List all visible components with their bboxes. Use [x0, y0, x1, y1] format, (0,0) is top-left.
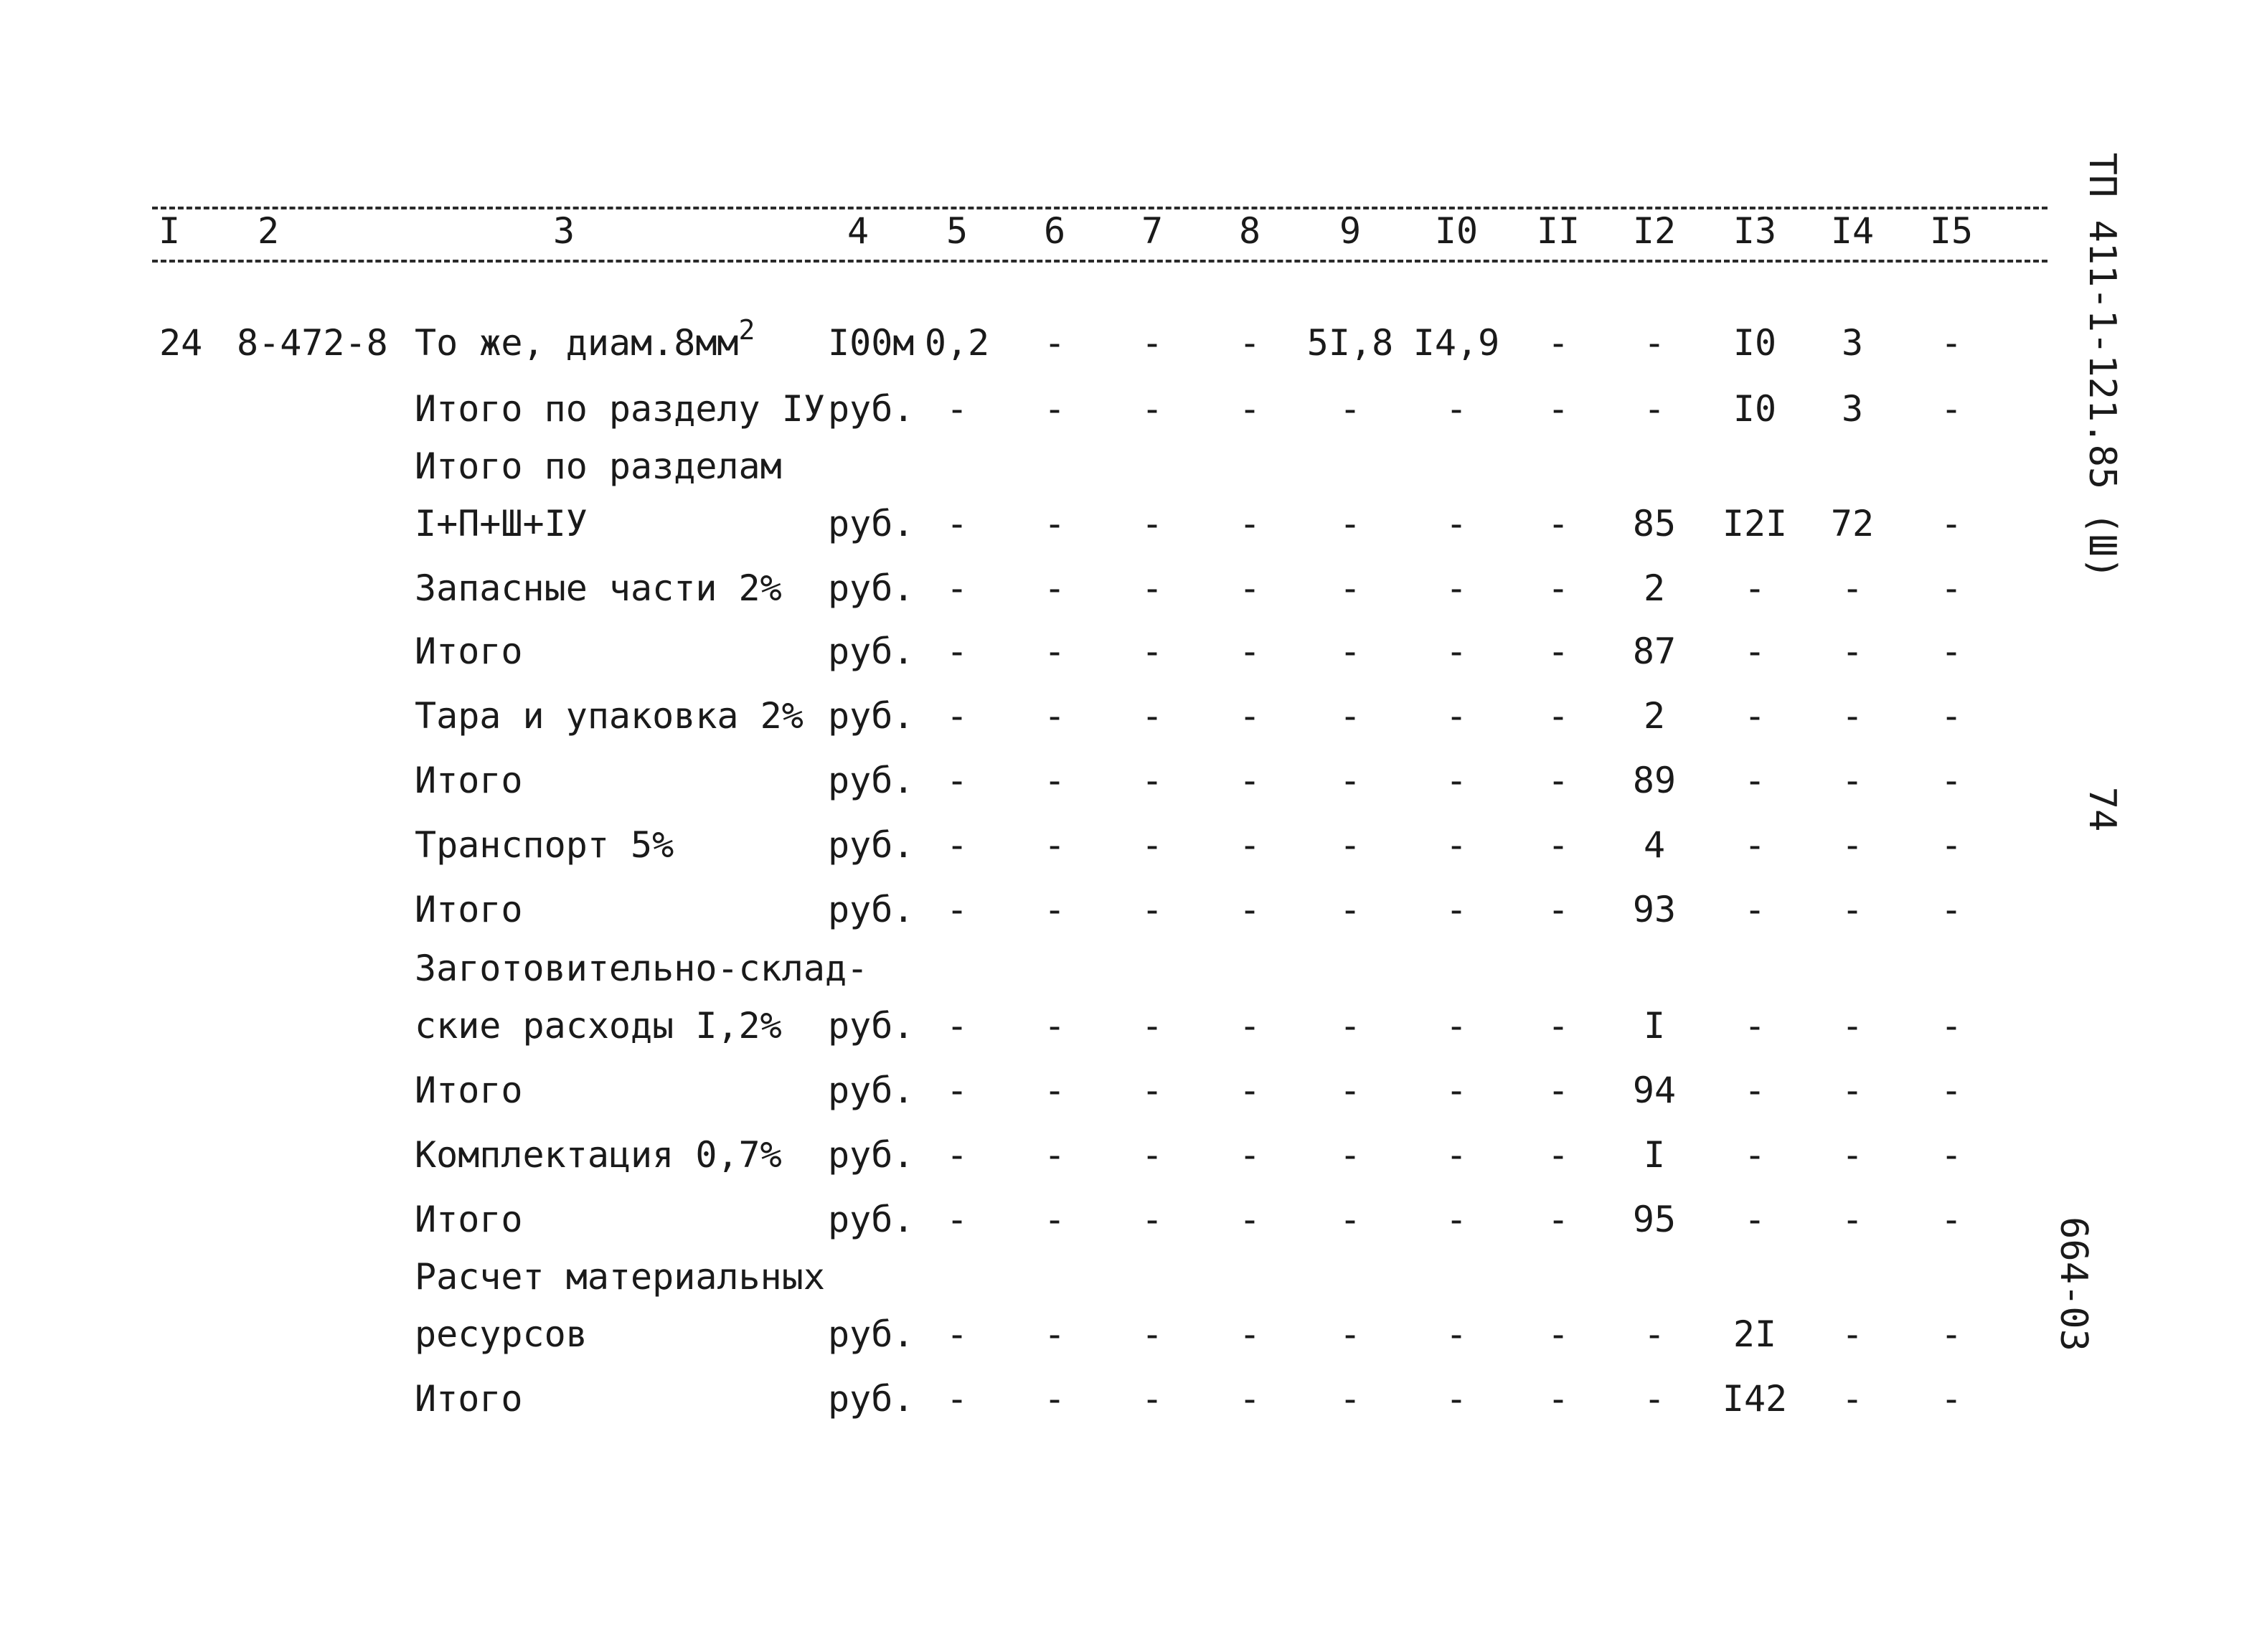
cell-c8: -	[1238, 695, 1261, 737]
cell-c7: -	[1141, 322, 1164, 364]
cell-c6: -	[1043, 322, 1066, 364]
cell-c11: -	[1547, 1313, 1570, 1355]
cell-c6: -	[1043, 824, 1066, 866]
cell-c11: -	[1547, 824, 1570, 866]
cell-c10: -	[1445, 1378, 1468, 1420]
item-description: Транспорт 5%	[415, 824, 674, 866]
cell-c5: -	[946, 503, 969, 544]
cell-c15: -	[1940, 631, 1963, 672]
cell-c10: -	[1445, 889, 1468, 930]
unit: руб.	[828, 889, 915, 930]
cell-c14: -	[1841, 1070, 1864, 1111]
item-description: ские расходы I,2%	[415, 1005, 782, 1047]
cell-c13: 2I	[1733, 1313, 1777, 1355]
cell-c7: -	[1141, 889, 1164, 930]
column-header-2: 2	[257, 210, 280, 252]
item-description	[415, 314, 755, 367]
cell-c15: -	[1940, 1199, 1963, 1240]
cell-c7: -	[1141, 1134, 1164, 1176]
unit: руб.	[828, 1313, 915, 1355]
cell-c14: -	[1841, 567, 1864, 609]
cell-c6: -	[1043, 1070, 1066, 1111]
cell-c6: -	[1043, 1313, 1066, 1355]
cell-c13: I0	[1733, 388, 1777, 430]
cell-c14: 72	[1830, 503, 1875, 544]
item-description: Итого	[415, 889, 523, 930]
cell-c13: -	[1743, 631, 1766, 672]
cell-c11: -	[1547, 631, 1570, 672]
cell-c11: -	[1547, 695, 1570, 737]
cell-c10: I4,9	[1413, 322, 1500, 364]
cell-c6: -	[1043, 631, 1066, 672]
cell-c7: -	[1141, 695, 1164, 737]
cell-c14: -	[1841, 1313, 1864, 1355]
cell-c10: -	[1445, 567, 1468, 609]
cell-c14: -	[1841, 1134, 1864, 1176]
column-header-13: I3	[1733, 210, 1777, 252]
cell-c9: -	[1339, 695, 1362, 737]
cell-c8: -	[1238, 1378, 1261, 1420]
cell-c12: 4	[1643, 824, 1666, 866]
cell-c11: -	[1547, 322, 1570, 364]
cell-c13: -	[1743, 1199, 1766, 1240]
sheet-code: 664-03	[2052, 1217, 2095, 1351]
cell-c10: -	[1445, 631, 1468, 672]
column-header-15: I5	[1929, 210, 1974, 252]
cell-c15: -	[1940, 1313, 1963, 1355]
cell-c15: -	[1940, 1070, 1963, 1111]
cell-c7: -	[1141, 1199, 1164, 1240]
cell-c13: I2I	[1722, 503, 1788, 544]
cell-c13: -	[1743, 567, 1766, 609]
cell-c6: -	[1043, 760, 1066, 801]
cell-c8: -	[1238, 760, 1261, 801]
item-description: Итого	[415, 1199, 523, 1240]
cell-c9: -	[1339, 388, 1362, 430]
cell-c10: -	[1445, 695, 1468, 737]
item-description: Итого по разделам	[415, 445, 782, 487]
cell-c12: 85	[1632, 503, 1677, 544]
item-description-text: То же, диам.8мм	[415, 322, 739, 364]
cell-c5: -	[946, 388, 969, 430]
cell-c7: -	[1141, 1070, 1164, 1111]
cell-c6: -	[1043, 503, 1066, 544]
column-header-9: 9	[1339, 210, 1362, 252]
cell-c8: -	[1238, 1134, 1261, 1176]
unit: руб.	[828, 503, 915, 544]
cell-c12: -	[1643, 388, 1666, 430]
cell-c15: -	[1940, 1134, 1963, 1176]
cell-c15: -	[1940, 388, 1963, 430]
item-description: Запасные части 2%	[415, 567, 782, 609]
doc-code-stamp: ТП 411-1-121.85 (Ш)	[2080, 152, 2124, 580]
cell-c7: -	[1141, 631, 1164, 672]
unit: руб.	[828, 1134, 915, 1176]
cell-c11: -	[1547, 1378, 1570, 1420]
cell-c13: I0	[1733, 322, 1777, 364]
cell-c8: -	[1238, 1005, 1261, 1047]
cell-c9: -	[1339, 567, 1362, 609]
cell-c12: 93	[1632, 889, 1677, 930]
row-number: 24	[159, 322, 203, 364]
cell-c12: -	[1643, 1313, 1666, 1355]
cell-c9: 5I,8	[1306, 322, 1394, 364]
cell-c11: -	[1547, 1134, 1570, 1176]
cell-c10: -	[1445, 824, 1468, 866]
cell-c10: -	[1445, 760, 1468, 801]
cell-c12: 89	[1632, 760, 1677, 801]
cell-c12: -	[1643, 322, 1666, 364]
cell-c11: -	[1547, 889, 1570, 930]
header-bottom-rule	[152, 260, 2047, 263]
item-description: Итого	[415, 1070, 523, 1111]
cell-c7: -	[1141, 824, 1164, 866]
cell-c6: -	[1043, 889, 1066, 930]
cell-c5: -	[946, 824, 969, 866]
item-description: ресурсов	[415, 1313, 588, 1355]
cell-c14: 3	[1841, 388, 1864, 430]
column-header-12: I2	[1632, 210, 1677, 252]
cell-c8: -	[1238, 1070, 1261, 1111]
cell-c15: -	[1940, 889, 1963, 930]
cell-c11: -	[1547, 1199, 1570, 1240]
cell-c12: 2	[1643, 567, 1666, 609]
cell-c8: -	[1238, 631, 1261, 672]
item-description: Тара и упаковка 2%	[415, 695, 804, 737]
unit: руб.	[828, 631, 915, 672]
column-header-3: 3	[552, 210, 575, 252]
unit: руб.	[828, 1199, 915, 1240]
column-header-1: I	[158, 210, 181, 252]
cell-c6: -	[1043, 1199, 1066, 1240]
cell-c5: -	[946, 1199, 969, 1240]
cell-c14: -	[1841, 1005, 1864, 1047]
item-description: Комплектация 0,7%	[415, 1134, 782, 1176]
cell-c9: -	[1339, 889, 1362, 930]
cell-c13: -	[1743, 1070, 1766, 1111]
cell-c10: -	[1445, 1313, 1468, 1355]
cell-c14: 3	[1841, 322, 1864, 364]
cell-c5: -	[946, 695, 969, 737]
unit: руб.	[828, 388, 915, 430]
cell-c8: -	[1238, 567, 1261, 609]
cell-c8: -	[1238, 388, 1261, 430]
unit: I00м	[828, 322, 915, 364]
column-header-10: I0	[1434, 210, 1479, 252]
cell-c5: -	[946, 567, 969, 609]
cell-c5: -	[946, 1313, 969, 1355]
cell-c8: -	[1238, 1313, 1261, 1355]
cell-c6: -	[1043, 1005, 1066, 1047]
cell-c9: -	[1339, 1005, 1362, 1047]
cell-c10: -	[1445, 1134, 1468, 1176]
cell-c5: -	[946, 1005, 969, 1047]
cell-c7: -	[1141, 760, 1164, 801]
page-number: 74	[2080, 786, 2124, 832]
column-header-6: 6	[1043, 210, 1066, 252]
cell-c11: -	[1547, 1070, 1570, 1111]
cell-c10: -	[1445, 388, 1468, 430]
unit: руб.	[828, 1378, 915, 1420]
cell-c9: -	[1339, 631, 1362, 672]
cell-c5: -	[946, 1378, 969, 1420]
cell-c10: -	[1445, 1005, 1468, 1047]
cell-c6: -	[1043, 388, 1066, 430]
cell-c7: -	[1141, 388, 1164, 430]
cell-c8: -	[1238, 1199, 1261, 1240]
cell-c14: -	[1841, 631, 1864, 672]
cell-c13: -	[1743, 1134, 1766, 1176]
cell-c14: -	[1841, 760, 1864, 801]
cell-c15: -	[1940, 1378, 1963, 1420]
unit: руб.	[828, 824, 915, 866]
cell-c5: -	[946, 889, 969, 930]
cell-c7: -	[1141, 503, 1164, 544]
cell-c12: 95	[1632, 1199, 1677, 1240]
cell-c14: -	[1841, 695, 1864, 737]
cell-c10: -	[1445, 1070, 1468, 1111]
cell-c8: -	[1238, 503, 1261, 544]
cell-c8: -	[1238, 322, 1261, 364]
cell-c7: -	[1141, 567, 1164, 609]
cell-c7: -	[1141, 1005, 1164, 1047]
item-description: Расчет материальных	[415, 1256, 825, 1298]
item-description: Итого	[415, 631, 523, 672]
cell-c12: I	[1643, 1005, 1666, 1047]
cell-c9: -	[1339, 1313, 1362, 1355]
cell-c15: -	[1940, 824, 1963, 866]
cell-c13: -	[1743, 1005, 1766, 1047]
cell-c14: -	[1841, 1378, 1864, 1420]
cell-c6: -	[1043, 1378, 1066, 1420]
cell-c15: -	[1940, 503, 1963, 544]
cell-c6: -	[1043, 695, 1066, 737]
cell-c14: -	[1841, 889, 1864, 930]
unit: руб.	[828, 760, 915, 801]
cell-c9: -	[1339, 824, 1362, 866]
cell-c14: -	[1841, 824, 1864, 866]
cell-c9: -	[1339, 1378, 1362, 1420]
cell-c11: -	[1547, 1005, 1570, 1047]
cell-c12: 87	[1632, 631, 1677, 672]
cell-c15: -	[1940, 1005, 1963, 1047]
cell-c15: -	[1940, 567, 1963, 609]
column-header-7: 7	[1141, 210, 1164, 252]
item-code: 8-472-8	[237, 322, 388, 364]
cell-c12: I	[1643, 1134, 1666, 1176]
cell-c15: -	[1940, 695, 1963, 737]
cell-c9: -	[1339, 503, 1362, 544]
cell-c5: 0,2	[924, 322, 990, 364]
item-description: Итого	[415, 760, 523, 801]
cell-c7: -	[1141, 1313, 1164, 1355]
cell-c5: -	[946, 1134, 969, 1176]
item-description: Итого	[415, 1378, 523, 1420]
column-header-4: 4	[847, 210, 870, 252]
cell-c5: -	[946, 631, 969, 672]
cell-c14: -	[1841, 1199, 1864, 1240]
cell-c6: -	[1043, 567, 1066, 609]
cell-c11: -	[1547, 388, 1570, 430]
cell-c9: -	[1339, 1199, 1362, 1240]
item-description: Заготовительно-склад-	[415, 948, 869, 989]
cell-c13: I42	[1722, 1378, 1788, 1420]
item-description: I+П+Ш+IУ	[415, 503, 588, 544]
item-description: Итого по разделу IУ	[415, 388, 825, 430]
column-header-14: I4	[1830, 210, 1875, 252]
cell-c10: -	[1445, 1199, 1468, 1240]
cell-c15: -	[1940, 322, 1963, 364]
cell-c9: -	[1339, 1070, 1362, 1111]
cell-c13: -	[1743, 760, 1766, 801]
cell-c8: -	[1238, 824, 1261, 866]
cell-c6: -	[1043, 1134, 1066, 1176]
unit: руб.	[828, 567, 915, 609]
cell-c13: -	[1743, 695, 1766, 737]
superscript: 2	[738, 314, 755, 346]
cell-c11: -	[1547, 760, 1570, 801]
unit: руб.	[828, 1005, 915, 1047]
cell-c9: -	[1339, 1134, 1362, 1176]
cell-c9: -	[1339, 760, 1362, 801]
cell-c15: -	[1940, 760, 1963, 801]
cell-c13: -	[1743, 889, 1766, 930]
unit: руб.	[828, 1070, 915, 1111]
column-header-8: 8	[1238, 210, 1261, 252]
cell-c12: -	[1643, 1378, 1666, 1420]
column-header-5: 5	[946, 210, 969, 252]
cell-c5: -	[946, 760, 969, 801]
cell-c8: -	[1238, 889, 1261, 930]
cell-c7: -	[1141, 1378, 1164, 1420]
unit: руб.	[828, 695, 915, 737]
cell-c10: -	[1445, 503, 1468, 544]
cell-c12: 94	[1632, 1070, 1677, 1111]
cell-c13: -	[1743, 824, 1766, 866]
cell-c11: -	[1547, 503, 1570, 544]
cell-c12: 2	[1643, 695, 1666, 737]
cell-c11: -	[1547, 567, 1570, 609]
column-header-11: II	[1536, 210, 1580, 252]
cell-c5: -	[946, 1070, 969, 1111]
